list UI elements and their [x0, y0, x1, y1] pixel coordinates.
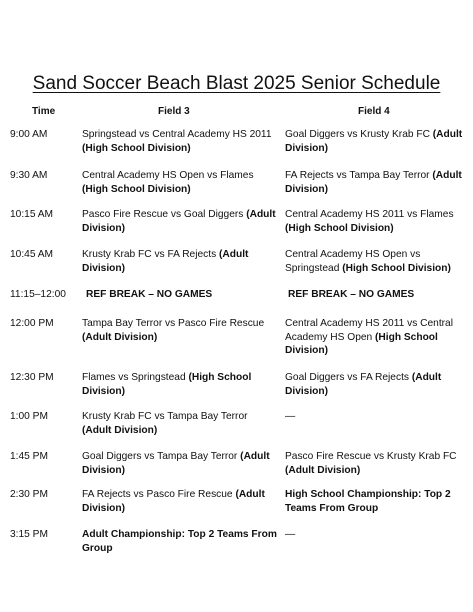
row-field-3 — [82, 528, 278, 555]
row-time: 12:30 PM — [10, 372, 54, 383]
division-label: (High School Division) — [342, 262, 451, 274]
row-time: 2:30 PM — [10, 489, 48, 500]
match-text: Goal Diggers vs Krusty Krab FC — [285, 129, 433, 140]
division-label: (Adult Division) — [82, 451, 270, 476]
division-label: (High School Division) — [285, 222, 394, 234]
division-label: (Adult Division) — [82, 489, 265, 514]
division-label: (Adult Division) — [285, 129, 463, 154]
row-field-4 — [285, 528, 469, 542]
row-field-3 — [86, 288, 282, 302]
row-field-4 — [285, 371, 469, 398]
match-text: — — [285, 411, 296, 422]
match-text: Central Academy HS 2011 vs Central Academy HS Open — [285, 318, 453, 343]
header-time: Time — [32, 106, 56, 117]
division-label: (High School Division) — [82, 183, 191, 195]
row-field-4 — [285, 208, 469, 235]
division-label: (Adult Division) — [82, 249, 249, 274]
match-text: Goal Diggers vs Tampa Bay Terror — [82, 451, 241, 462]
row-field-3 — [82, 371, 278, 398]
header-field-3: Field 3 — [158, 106, 190, 117]
row-field-3 — [82, 208, 278, 235]
match-text: FA Rejects vs Tampa Bay Terror — [285, 170, 433, 181]
row-time: 9:30 AM — [10, 170, 48, 181]
division-label: (High School Division) — [82, 142, 191, 154]
header-field-4: Field 4 — [358, 106, 390, 117]
row-time: 12:00 PM — [10, 318, 54, 329]
match-text: Central Academy HS Open vs Springstead — [285, 249, 421, 274]
row-time: 10:45 AM — [10, 249, 54, 260]
division-label: (Adult Division) — [285, 170, 462, 195]
division-label: (Adult Division) — [285, 372, 442, 397]
match-text: Pasco Fire Rescue vs Goal Diggers — [82, 209, 247, 220]
row-time: 3:15 PM — [10, 529, 48, 540]
row-field-4 — [285, 488, 469, 515]
match-text: Krusty Krab FC vs FA Rejects — [82, 249, 220, 260]
match-text: — — [285, 529, 296, 540]
row-field-4 — [285, 248, 469, 275]
championship-label: Adult Championship: Top 2 Teams From Group — [82, 529, 277, 554]
row-time: 1:00 PM — [10, 411, 48, 422]
row-field-3 — [82, 317, 278, 344]
division-label: (Adult Division) — [82, 331, 158, 343]
match-text: FA Rejects vs Pasco Fire Rescue — [82, 489, 236, 500]
match-text: Goal Diggers vs FA Rejects — [285, 372, 412, 383]
row-field-4 — [285, 450, 469, 477]
row-field-3 — [82, 169, 278, 196]
row-field-3 — [82, 248, 278, 275]
division-label: (Adult Division) — [82, 424, 158, 436]
match-text: Central Academy HS 2011 vs Flames — [285, 209, 454, 220]
division-label: (High School Division) — [82, 372, 252, 397]
division-label: (Adult Division) — [82, 209, 276, 234]
row-field-4 — [285, 169, 469, 196]
row-time: 10:15 AM — [10, 209, 54, 220]
match-text: Pasco Fire Rescue vs Krusty Krab FC — [285, 451, 457, 462]
row-field-4 — [285, 410, 469, 424]
row-field-4 — [288, 288, 472, 302]
match-text: Krusty Krab FC vs Tampa Bay Terror — [82, 411, 248, 422]
row-time: 9:00 AM — [10, 129, 48, 140]
match-text: Flames vs Springstead — [82, 372, 189, 383]
match-text: Central Academy HS Open vs Flames — [82, 170, 254, 181]
page-title: Sand Soccer Beach Blast 2025 Senior Schedule — [32, 73, 441, 94]
row-field-3 — [82, 488, 278, 515]
row-field-4 — [285, 128, 469, 155]
row-field-4 — [285, 317, 469, 358]
row-field-3 — [82, 128, 278, 155]
division-label: (Adult Division) — [285, 464, 361, 476]
row-time: 1:45 PM — [10, 451, 48, 462]
division-label: (High School Division) — [285, 331, 438, 356]
row-time: 11:15–12:00 — [10, 289, 66, 300]
match-text: Springstead vs Central Academy HS 2011 — [82, 129, 272, 140]
row-field-3 — [82, 410, 278, 437]
match-text: Tampa Bay Terror vs Pasco Fire Rescue — [82, 318, 265, 329]
championship-label: High School Championship: Top 2 Teams From Group — [285, 489, 451, 514]
break-label: REF BREAK – NO GAMES — [86, 289, 213, 300]
break-label: REF BREAK – NO GAMES — [288, 289, 415, 300]
row-field-3 — [82, 450, 278, 477]
